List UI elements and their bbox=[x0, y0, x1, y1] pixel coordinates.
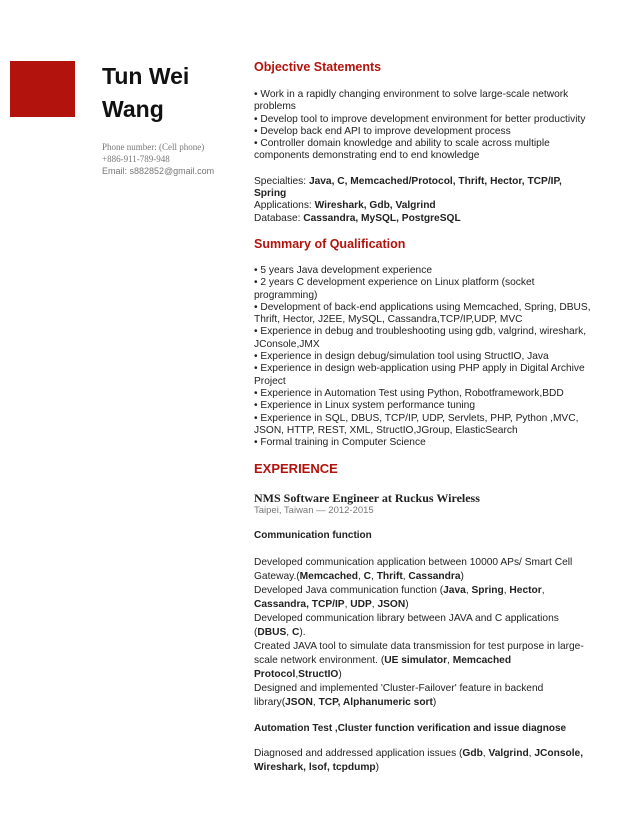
exp-paragraph: Created JAVA tool to simulate data transmission for test purpose in large-scale network environment. (UE simulator, Memcached Protocol,StructIO) bbox=[254, 641, 584, 681]
phone-label: Phone number: (Cell phone) bbox=[102, 142, 205, 152]
exp-paragraph: Developed communication library between JAVA and C applications (DBUS, C). bbox=[254, 613, 559, 639]
database bbox=[254, 213, 594, 225]
experience-heading: EXPERIENCE bbox=[254, 461, 338, 477]
applications bbox=[254, 200, 594, 212]
summary-item: • 2 years C development experience on Linux platform (socket programming) bbox=[254, 277, 535, 301]
exp-paragraph: Designed and implemented 'Cluster-Failover' feature in backend library(JSON, TCP, Alphanumeric sort) bbox=[254, 683, 544, 709]
summary-heading: Summary of Qualification bbox=[254, 236, 406, 251]
objective-item: • Work in a rapidly changing environment to solve large-scale network problems bbox=[254, 89, 569, 113]
exp-paragraph: Developed communication application between 10000 APs/ Smart Cell Gateway.(Memcached, C, Thrift, Cassandra) bbox=[254, 557, 573, 583]
specialties-value: Java, C, Memcached/Protocol, Thrift, Hector, TCP/IP, Spring bbox=[254, 175, 562, 200]
exp-paragraph: Diagnosed and addressed application issues (Gdb, Valgrind, JConsole, Wireshark, lsof, tcpdump) bbox=[254, 748, 584, 774]
name-line-1: Tun Wei bbox=[102, 63, 190, 89]
database-value: Cassandra, MySQL, PostgreSQL bbox=[303, 212, 461, 224]
summary-item: • Experience in SQL, DBUS, TCP/IP, UDP, Servlets, PHP, Python ,MVC, JSON, HTTP, REST, XML, StructIO,JGroup, ElasticSearch bbox=[254, 412, 579, 436]
specialties-label: Specialties: bbox=[254, 175, 309, 187]
person-name bbox=[102, 60, 252, 126]
objective-list bbox=[254, 89, 594, 163]
database-label: Database: bbox=[254, 212, 304, 224]
applications-value: Wireshark, Gdb, Valgrind bbox=[314, 200, 436, 212]
experience-entry bbox=[254, 491, 594, 775]
summary-item: • Formal training in Computer Science bbox=[254, 437, 426, 449]
skills-block bbox=[254, 176, 594, 225]
summary-item: • Experience in Automation Test using Python, Robotframework,BDD bbox=[254, 387, 564, 399]
job-title: NMS Software Engineer at Ruckus Wireless bbox=[254, 491, 480, 506]
summary-item: • Experience in Linux system performance tuning bbox=[254, 400, 476, 412]
accent-red-block bbox=[10, 61, 75, 117]
objective-item: • Controller domain knowledge and ability to scale across multiple components demonstrating end to end knowledge bbox=[254, 138, 550, 162]
objective-item: • Develop tool to improve development environment for better productivity bbox=[254, 113, 586, 125]
contact-info bbox=[102, 141, 252, 177]
specialties bbox=[254, 176, 594, 201]
name-line-2: Wang bbox=[102, 96, 164, 122]
summary-item: • 5 years Java development experience bbox=[254, 264, 432, 276]
phone-number: +886-911-789-948 bbox=[102, 154, 170, 164]
sub-heading-communication: Communication function bbox=[254, 530, 372, 542]
summary-list bbox=[254, 265, 594, 449]
summary-item: • Development of back-end applications using Memcached, Spring, DBUS, Thrift, Hector, J2EE, MySQL, Cassandra,TCP/IP,UDP, MVC bbox=[254, 301, 591, 326]
objective-item: • Develop back end API to improve development process bbox=[254, 125, 511, 137]
summary-item: • Experience in design debug/simulation tool using StructIO, Java bbox=[254, 351, 549, 363]
summary-item: • Experience in design web-application using PHP apply in Digital Archive Project bbox=[254, 363, 585, 387]
summary-item: • Experience in debug and troubleshooting using gdb, valgrind, wireshark, JConsole,JMX bbox=[254, 326, 587, 350]
objective-heading: Objective Statements bbox=[254, 60, 382, 74]
applications-label: Applications: bbox=[254, 200, 315, 212]
sub-heading-automation: Automation Test ,Cluster function verification and issue diagnose bbox=[254, 723, 567, 735]
main-content bbox=[254, 60, 594, 775]
job-meta: Taipei, Taiwan — 2012-2015 bbox=[254, 505, 374, 517]
exp-paragraph: Developed Java communication function (Java, Spring, Hector, Cassandra, TCP/IP, UDP, JSON) bbox=[254, 585, 545, 611]
email: Email: s882852@gmail.com bbox=[102, 166, 215, 176]
